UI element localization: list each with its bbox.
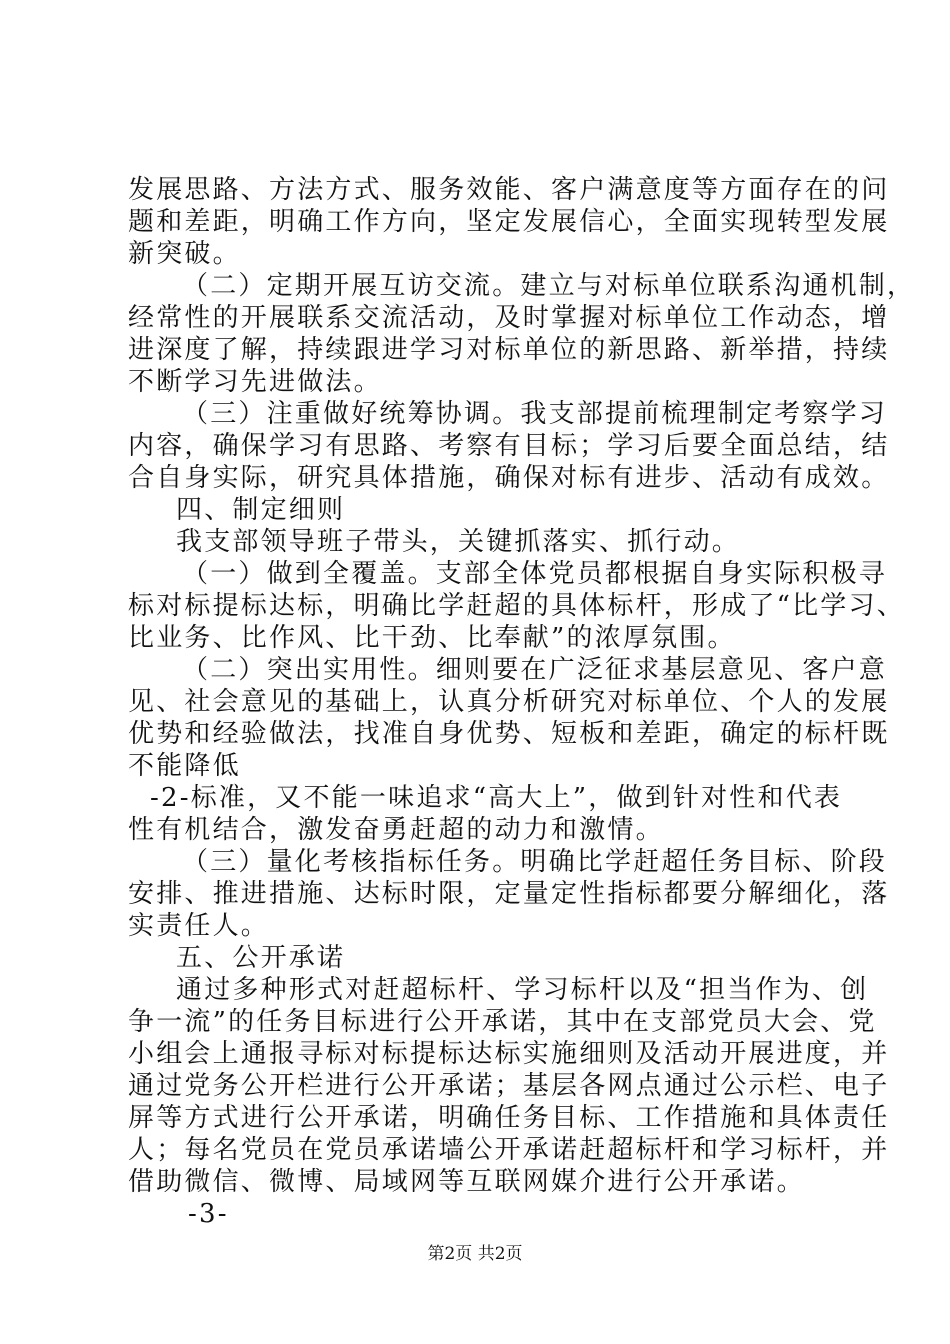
body-text-line: 实责任人。 [128,911,270,941]
body-text-line: （二）定期开展互访交流。建立与对标单位联系沟通机制， [182,271,916,301]
body-text-line: 经常性的开展联系交流活动，及时掌握对标单位工作动态，增 [128,303,890,333]
section-heading: 五、公开承诺 [176,943,346,973]
section-heading: 四、制定细则 [176,495,346,525]
body-text-line: 性有机结合，激发奋勇赶超的动力和激情。 [128,815,664,845]
body-text-line: 标对标提标达标，明确比学赶超的具体标杆，形成了“比学习、 [128,591,905,621]
body-text-line: 优势和经验做法，找准自身优势、短板和差距，确定的标杆既 [128,719,890,749]
body-text-line: 不断学习先进做法。 [128,367,382,397]
body-text-line: 借助微信、微博、局域网等互联网媒介进行公开承诺。 [128,1167,805,1197]
body-text-line: 人；每名党员在党员承诺墙公开承诺赶超标杆和学习标杆，并 [128,1135,890,1165]
body-text-line: -2-标准，又不能一味追求“高大上”，做到针对性和代表 [150,783,843,813]
body-text-line: 我支部领导班子带头，关键抓落实、抓行动。 [176,527,741,557]
body-text-line: （三）量化考核指标任务。明确比学赶超任务目标、阶段 [182,847,888,877]
body-text-line: （一）做到全覆盖。支部全体党员都根据自身实际积极寻 [182,559,888,589]
inline-page-number: -3- [188,1199,229,1229]
body-text-line: 屏等方式进行公开承诺，明确任务目标、工作措施和具体责任 [128,1103,890,1133]
body-text-line: 内容，确保学习有思路、考察有目标；学习后要全面总结，结 [128,431,890,461]
body-text-line: 安排、推进措施、达标时限，定量定性指标都要分解细化，落 [128,879,890,909]
page-footer: 第2页 共2页 [427,1244,523,1264]
body-text-line: 小组会上通报寻标对标提标达标实施细则及活动开展进度，并 [128,1039,890,1069]
body-text-line: 发展思路、方法方式、服务效能、客户满意度等方面存在的问 [128,175,890,205]
body-text-line: 比业务、比作风、比干劲、比奉献”的浓厚氛围。 [128,623,736,653]
body-text-line: 见、社会意见的基础上，认真分析研究对标单位、个人的发展 [128,687,890,717]
body-text-line: 争一流”的任务目标进行公开承诺，其中在支部党员大会、党 [128,1007,877,1037]
body-text-line: 新突破。 [128,239,241,269]
body-text-line: 不能降低 [128,751,241,781]
body-text-line: 通过多种形式对赶超标杆、学习标杆以及“担当作为、创 [176,975,869,1005]
body-text-line: 进深度了解，持续跟进学习对标单位的新思路、新举措，持续 [128,335,890,365]
body-text-line: （二）突出实用性。细则要在广泛征求基层意见、客户意 [182,655,888,685]
body-text-line: 合自身实际，研究具体措施，确保对标有进步、活动有成效。 [128,463,890,493]
body-text-line: 题和差距，明确工作方向，坚定发展信心，全面实现转型发展 [128,207,890,237]
body-text-line: （三）注重做好统筹协调。我支部提前梳理制定考察学习 [182,399,888,429]
body-text-line: 通过党务公开栏进行公开承诺；基层各网点通过公示栏、电子 [128,1071,890,1101]
